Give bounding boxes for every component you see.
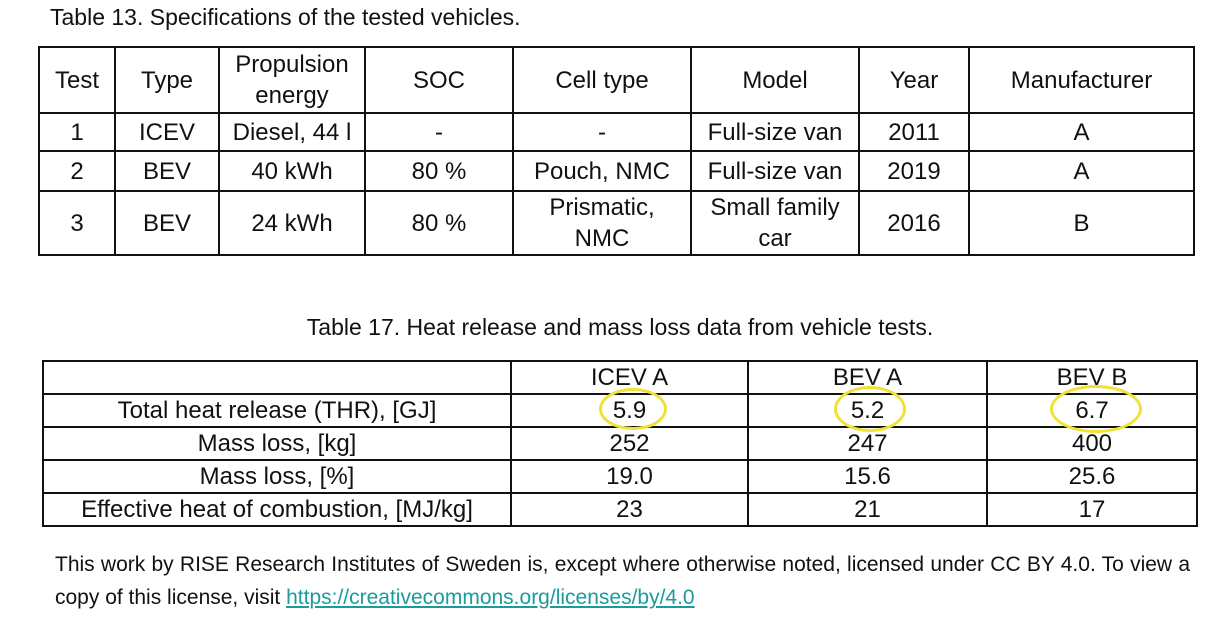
highlighted-value [851, 397, 884, 424]
table-cell: ICEV [115, 113, 219, 151]
header-cell: Model [691, 47, 859, 113]
table-cell: 2 [39, 151, 115, 191]
table-cell: 400 [987, 427, 1197, 460]
table-cell: 2011 [859, 113, 969, 151]
table-cell: 80 % [365, 151, 513, 191]
header-cell: Type [115, 47, 219, 113]
header-cell [43, 361, 511, 394]
table-cell [511, 394, 748, 427]
table-cell: A [969, 151, 1194, 191]
row-label: Mass loss, [kg] [43, 427, 511, 460]
table-cell: 15.6 [748, 460, 987, 493]
header-cell: BEV B [987, 361, 1197, 394]
value-text: 5.2 [850, 397, 885, 424]
highlighted-value [613, 397, 646, 424]
header-cell: Year [859, 47, 969, 113]
table-row [43, 394, 1197, 427]
header-cell: BEV A [748, 361, 987, 394]
highlighted-value [1075, 397, 1108, 424]
table-cell: 252 [511, 427, 748, 460]
table-cell: 24 kWh [219, 191, 365, 255]
header-cell: ICEV A [511, 361, 748, 394]
vehicle-specifications-table [38, 46, 1195, 256]
header-cell: Cell type [513, 47, 691, 113]
table-cell: 23 [511, 493, 748, 526]
table-header-row [43, 361, 1197, 394]
table-cell: 25.6 [987, 460, 1197, 493]
heat-release-table [42, 360, 1198, 527]
table-13-caption: Table 13. Specifications of the tested vehicles. [50, 4, 521, 30]
row-label: Mass loss, [%] [43, 460, 511, 493]
table-cell: A [969, 113, 1194, 151]
table-cell: 2016 [859, 191, 969, 255]
table-cell: 17 [987, 493, 1197, 526]
table-cell: - [365, 113, 513, 151]
table-cell: Full-size van [691, 151, 859, 191]
table-row [43, 460, 1197, 493]
table-cell: - [513, 113, 691, 151]
table-cell: Pouch, NMC [513, 151, 691, 191]
table-cell: Small family car [691, 191, 859, 255]
table-17-caption: Table 17. Heat release and mass loss data from vehicle tests. [306, 314, 934, 340]
value-text: 6.7 [1075, 397, 1109, 424]
header-cell: Manufacturer [969, 47, 1194, 113]
table-row [39, 191, 1194, 255]
table-cell: Full-size van [691, 113, 859, 151]
table-cell: BEV [115, 191, 219, 255]
table-row [39, 113, 1194, 151]
row-label: Effective heat of combustion, [MJ/kg] [43, 493, 511, 526]
table-cell [748, 394, 987, 427]
table-cell: 3 [39, 191, 115, 255]
row-label: Total heat release (THR), [GJ] [43, 394, 511, 427]
table-cell: 2019 [859, 151, 969, 191]
header-cell: SOC [365, 47, 513, 113]
license-notice [55, 548, 1190, 614]
table-row [39, 151, 1194, 191]
table-row [43, 427, 1197, 460]
table-header-row [39, 47, 1194, 113]
table-cell: Prismatic, NMC [513, 191, 691, 255]
table-cell: Diesel, 44 l [219, 113, 365, 151]
header-cell: Test [39, 47, 115, 113]
table-cell: BEV [115, 151, 219, 191]
table-cell: 1 [39, 113, 115, 151]
value-text: 5.9 [612, 397, 647, 424]
table-cell: 19.0 [511, 460, 748, 493]
header-cell: Propulsion energy [219, 47, 365, 113]
license-link[interactable]: https://creativecommons.org/licenses/by/4.0 [286, 586, 695, 609]
license-text: This work by RISE Research Institutes of Sweden is, except where otherwise noted, licensed under CC BY 4.0. To view a copy of this license, visit [55, 553, 1190, 609]
table-cell: B [969, 191, 1194, 255]
table-cell: 247 [748, 427, 987, 460]
table-cell [987, 394, 1197, 427]
table-cell: 80 % [365, 191, 513, 255]
table-cell: 21 [748, 493, 987, 526]
table-cell: 40 kWh [219, 151, 365, 191]
table-row [43, 493, 1197, 526]
